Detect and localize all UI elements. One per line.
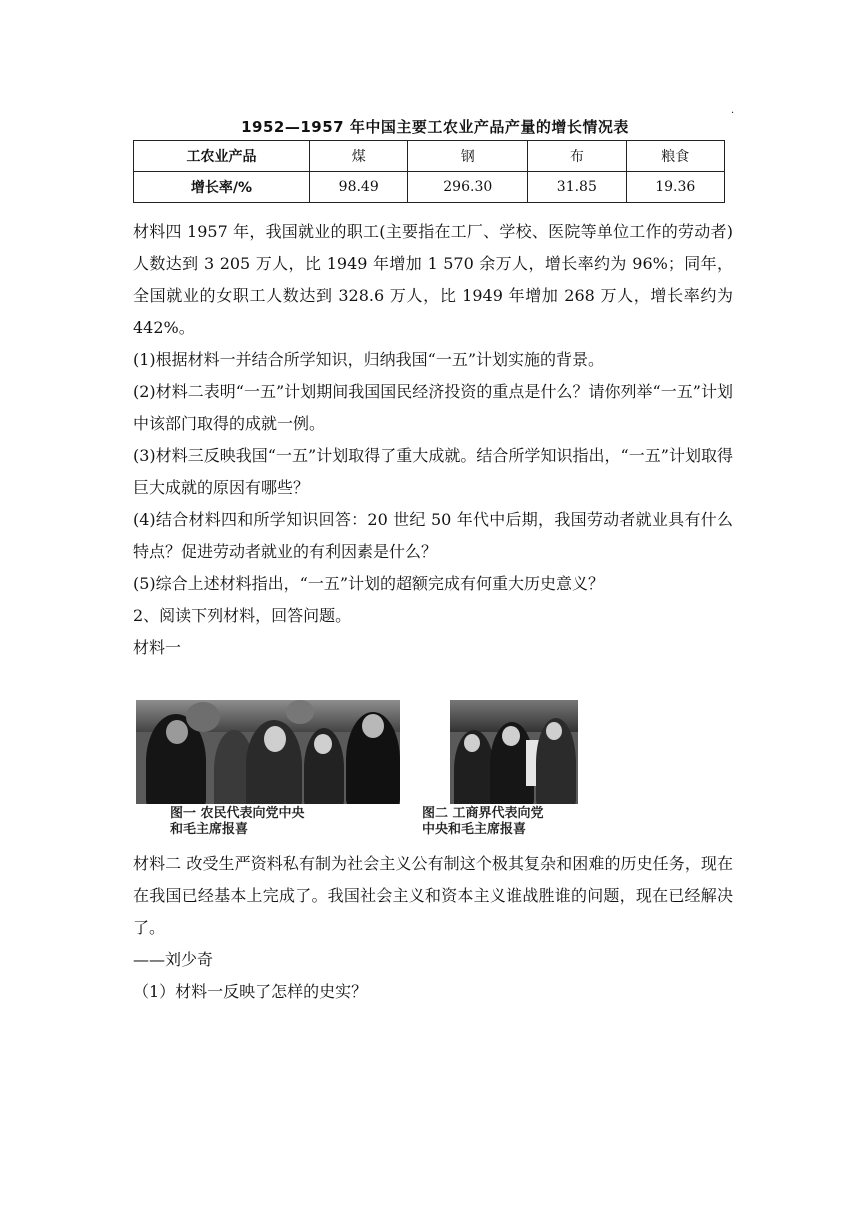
figure-2-caption <box>422 806 622 838</box>
section-2-heading: 2、阅读下列材料，回答问题。 <box>133 606 352 625</box>
question-1: (1)根据材料一并结合所学知识，归纳我国“一五”计划实施的背景。 <box>133 350 605 369</box>
material-two-paragraph: 材料二 改受生严资料私有制为社会主义公有制这个极其复杂和困难的历史任务，现在在我国已经基本上完成了。我国社会主义和资本主义谁战胜谁的问题，现在已经解决了。 <box>133 854 733 937</box>
table-header-cell: 工农业产品 <box>134 141 310 172</box>
table-cell: 钢 <box>408 141 528 172</box>
table-cell: 布 <box>528 141 626 172</box>
table-row <box>134 172 725 203</box>
stray-mark: · <box>731 108 735 119</box>
table-row <box>134 141 725 172</box>
question-4: (4)结合材料四和所学知识回答：20 世纪 50 年代中后期，我国劳动者就业具有什么特点？促进劳动者就业的有利因素是什么？ <box>133 510 733 561</box>
table-cell: 煤 <box>310 141 408 172</box>
question-2: (2)材料二表明“一五”计划期间我国国民经济投资的重点是什么？请你列举“一五”计划中该部门取得的成就一例。 <box>133 382 733 433</box>
material-one-label: 材料一 <box>133 638 182 657</box>
material-four-paragraph: 材料四 1957 年，我国就业的职工(主要指在工厂、学校、医院等单位工作的劳动者)人数达到 3 205 万人，比 1949 年增加 1 570 余万人，增长率约为 96%；同年，全国就业的女职工人数达到 328.6 万人，比 1949 年增加 268 万人，增长率约为 442%。 <box>133 222 733 337</box>
question-2-1: （1）材料一反映了怎样的史实？ <box>133 982 368 1001</box>
caption-line: 中央和毛主席报喜 <box>422 822 527 837</box>
table-cell: 粮食 <box>626 141 724 172</box>
table-header-cell: 增长率/% <box>134 172 310 203</box>
material-two-block <box>133 848 733 1008</box>
caption-line: 和毛主席报喜 <box>170 822 249 837</box>
caption-line: 图二 工商界代表向党 <box>422 806 544 821</box>
table-cell: 98.49 <box>310 172 408 203</box>
table-cell: 19.36 <box>626 172 724 203</box>
figure-1-caption <box>170 806 410 838</box>
table-cell: 296.30 <box>408 172 528 203</box>
caption-line: 图一 农民代表向党中央 <box>170 806 305 821</box>
farmers-report-photo <box>136 700 400 804</box>
question-3: (3)材料三反映我国“一五”计划取得了重大成就。结合所学知识指出，“一五”计划取得巨大成就的原因有哪些？ <box>133 446 733 497</box>
table-cell: 31.85 <box>528 172 626 203</box>
table-title: 1952—1957 年中国主要工农业产品产量的增长情况表 <box>241 118 629 136</box>
question-5: (5)综合上述材料指出，“一五”计划的超额完成有何重大历史意义？ <box>133 574 605 593</box>
quote-author: ——刘少奇 <box>133 950 214 969</box>
business-report-photo <box>450 700 578 804</box>
questions-block <box>133 216 733 664</box>
production-growth-table <box>133 140 725 203</box>
